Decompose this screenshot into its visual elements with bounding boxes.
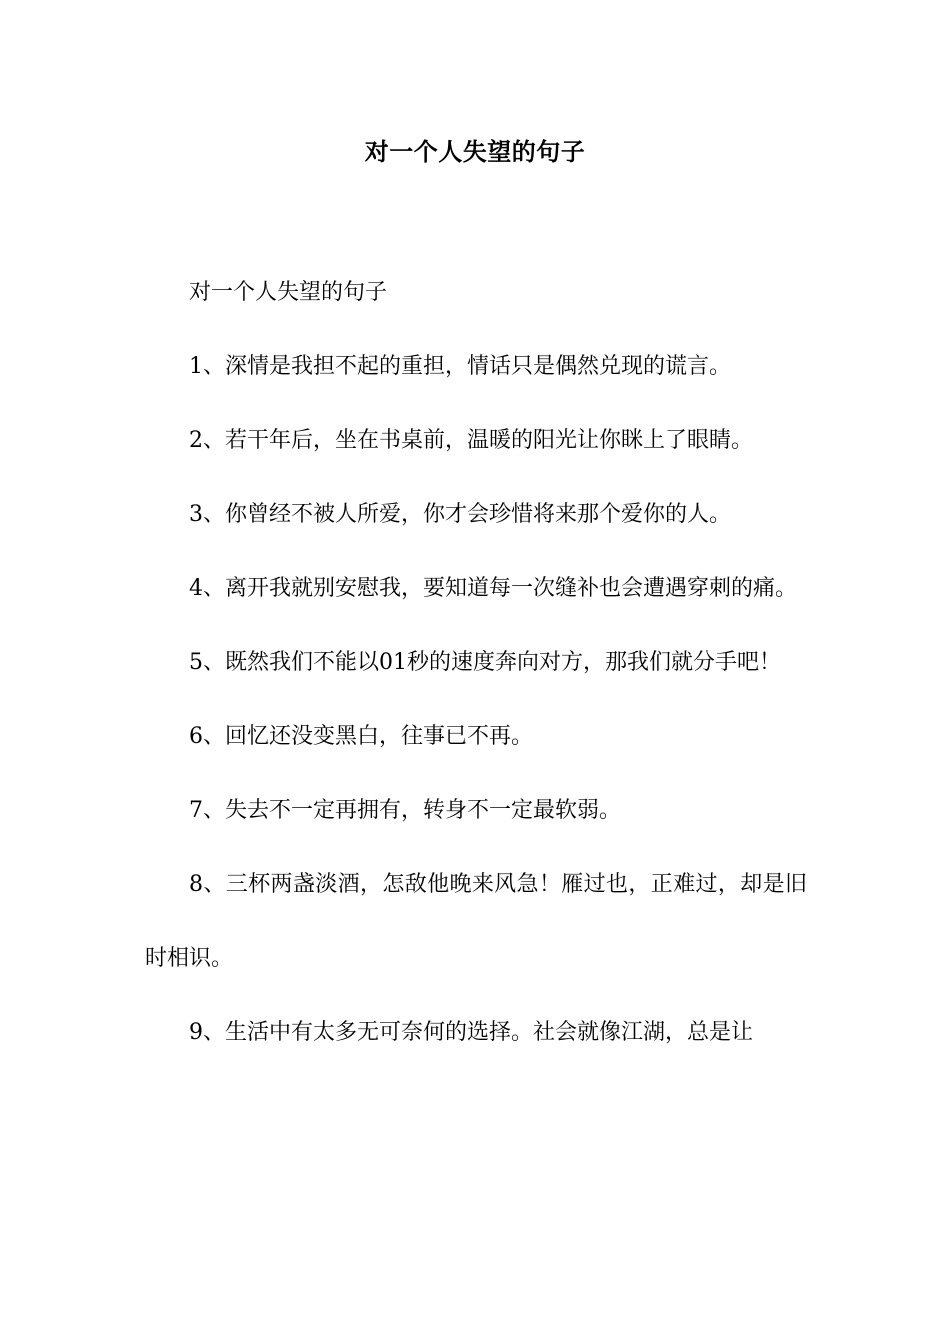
document-body [145, 256, 807, 1070]
paragraph-item-4: 4、离开我就别安慰我，要知道每一次缝补也会遭遇穿刺的痛。 [189, 576, 797, 601]
paragraph-item-3: 3、你曾经不被人所爱，你才会珍惜将来那个爱你的人。 [189, 502, 731, 527]
document-title: 对一个人失望的句子 [364, 137, 586, 166]
paragraph-item-1: 1、深情是我担不起的重担，情话只是偶然兑现的谎言。 [189, 354, 731, 379]
paragraph-heading: 对一个人失望的句子 [189, 280, 388, 305]
paragraph-item-8: 8、三杯两盏淡酒，怎敌他晚来风急！雁过也，正难过，却是旧时相识。 [145, 872, 807, 971]
paragraph-item-2: 2、若干年后，坐在书桌前，温暖的阳光让你眯上了眼睛。 [189, 428, 753, 453]
paragraph-item-5: 5、既然我们不能以01秒的速度奔向对方，那我们就分手吧！ [189, 650, 781, 675]
paragraph-item-6: 6、回忆还没变黑白，往事已不再。 [189, 724, 533, 749]
paragraph-item-7: 7、失去不一定再拥有，转身不一定最软弱。 [189, 798, 621, 823]
paragraph-item-9: 9、生活中有太多无可奈何的选择。社会就像江湖，总是让 [189, 1020, 753, 1045]
